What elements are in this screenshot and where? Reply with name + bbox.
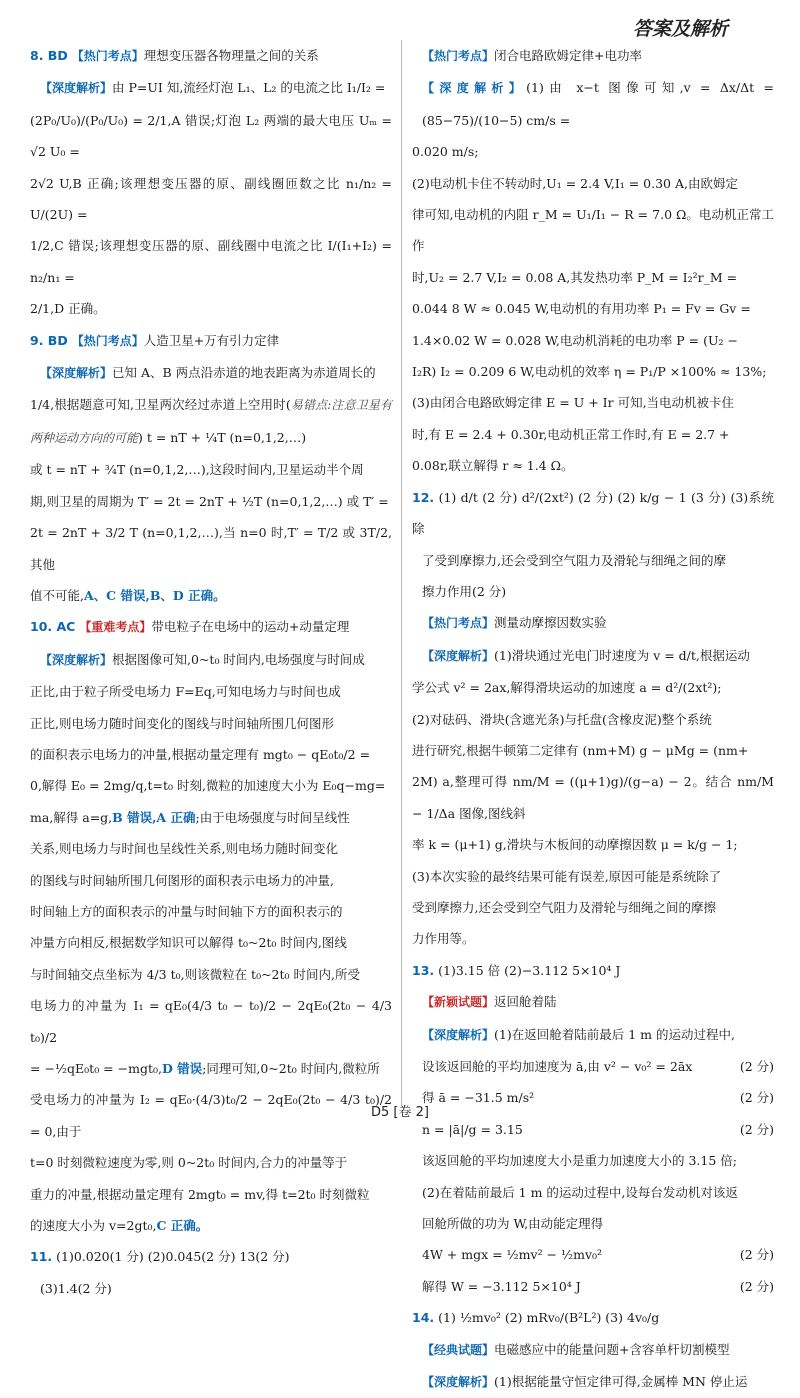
q11-topic: 闭合电路欧姆定律+电功率	[494, 48, 642, 63]
q9-line-4: 或 t = nT + ¾T (n=0,1,2,…),这段时间内,卫星运动半个周	[30, 462, 364, 478]
left-column	[30, 40, 392, 1296]
q10-analysis-tag: 【深度解析】	[40, 652, 113, 667]
q10-conclusion-ab: B 错误,A 正确	[112, 809, 196, 825]
q14-line-0: 【深度解析】(1)根据能量守恒定律可得,金属棒 MN 停止运	[422, 1374, 748, 1390]
q8-line-3: 1/2,C 错误;该理想变压器的原、副线圈中电流之比 I/(I₁+I₂) = n₂/n₁ =	[30, 238, 392, 285]
q9-number: 9. BD	[30, 332, 68, 348]
q8-line-0: 【深度解析】由 P=UI 知,流经灯泡 L₁、L₂ 的电流之比 I₁/I₂ =	[40, 80, 386, 96]
q11-analysis-tag: 【深度解析】	[422, 81, 527, 96]
q11-tag: 【热门考点】	[422, 49, 495, 63]
q9-conclusion: A、C 错误,B、D 正确。	[83, 587, 226, 603]
column-divider	[401, 40, 402, 1106]
q11-number: 11.	[30, 1249, 53, 1265]
q10-tag: 【重难考点】	[79, 620, 152, 635]
q13-line-1: 设该返回舱的平均加速度为 ā,由 v² − v₀² = 2āx (2 分)	[412, 1051, 774, 1082]
q11-answer-line-1: (3)1.4(2 分)	[40, 1280, 112, 1296]
q11-line-5: 0.044 8 W ≈ 0.045 W,电动机的有用功率 P₁ = Fv = Gv =	[412, 301, 751, 317]
q13-score-line-0: 得 ā = −31.5 m/s² (2 分)	[422, 1090, 774, 1106]
q8-line-1: (2P₀/U₀)/(P₀/U₀) = 2/1,A 错误;灯泡 L₂ 两端的最大电压 Uₘ = √2 U₀ =	[30, 112, 392, 160]
q12-line-2: (2)对砝码、滑块(含遮光条)与托盘(含橡皮泥)整个系统	[412, 711, 712, 727]
q12-line-7: 受到摩擦力,还会受到空气阻力及滑轮与细绳之间的摩擦	[412, 899, 716, 915]
q11-line-7: I₂R) I₂ = 0.209 6 W,电动机的效率 η = P₁/P ×100% ≈ 13%;	[412, 364, 767, 380]
q9-error-note: 易错点:注意卫星有两种运动方向的可能	[30, 398, 392, 445]
q11-line-6: 1.4×0.02 W = 0.028 W,电动机消耗的电功率 P = (U₂ −	[412, 332, 738, 348]
q13-analysis-tag: 【深度解析】	[422, 1027, 495, 1042]
q8-number: 8. BD	[30, 48, 68, 63]
q9-line-7: 值不可能,A、C 错误,B、D 正确。	[30, 587, 226, 603]
q10-line-1: 正比,由于粒子所受电场力 F=Eq,可知电场力与时间也成	[30, 684, 341, 700]
q10-line-2: 正比,则电场力随时间变化的图线与时间轴所围几何图形	[30, 715, 334, 731]
q8-heading	[30, 40, 392, 72]
q12-line-8: 力作用等。	[412, 931, 475, 947]
q10-line-17: 受电场力的冲量为 I₂ = qE₀·(4/3)t₀/2 − 2qE₀(2t₀ − 4/3 t₀)/2 = 0,由于	[30, 1092, 392, 1139]
q9-line-0: 【深度解析】已知 A、B 两点沿赤道的地表距离为赤道周长的	[40, 365, 376, 381]
q13-topic: 返回舱着陆	[494, 994, 557, 1010]
q13-line-0: 【深度解析】(1)在返回舱着陆前最后 1 m 的运动过程中,	[422, 1026, 735, 1042]
q9-analysis-tag: 【深度解析】	[40, 366, 113, 381]
q10-number: 10. AC	[30, 619, 76, 635]
q10-conclusion-d: D 错误	[161, 1061, 203, 1076]
q11-line-4: 时,U₂ = 2.7 V,I₂ = 0.08 A,其发热功率 P_M = I₂²r_M =	[412, 269, 738, 285]
q11-line-9: 时,有 E = 2.4 + 0.30r,电动机正常工作时,有 E = 2.7 +	[412, 426, 730, 442]
q10-line-9: 的图线与时间轴所围几何图形的面积表示电场力的冲量,	[30, 872, 334, 888]
q12-tag: 【热门考点】	[422, 616, 495, 631]
q8-line-4: 2/1,D 正确。	[30, 301, 106, 317]
q8-line-2: 2√2 U,B 正确;该理想变压器的原、副线圈匝数之比 n₁/n₂ = U/(2U) =	[30, 175, 392, 223]
q12-line-4: 2M) a,整理可得 nm/M = ((μ+1)g)/(g−a) − 2。结合 nm/M − 1/Δa 图像,图线斜	[412, 774, 774, 821]
q11-line-1: 0.020 m/s;	[412, 144, 479, 160]
q13-number: 13.	[412, 962, 435, 978]
q13-score-line-2: 4W + mgx = ½mv² − ½mv₀² (2 分)	[422, 1247, 774, 1263]
page-header-title: 答案及解析	[632, 18, 728, 40]
q13-middle-line-1: (2)在着陆前最后 1 m 的运动过程中,设每台发动机对该返	[422, 1184, 738, 1200]
q10-line-8: 关系,则电场力与时间也呈线性关系,则电场力随时间变化	[30, 841, 338, 857]
q12-topic-line	[412, 607, 774, 639]
q10-conclusion-c: C 正确。	[156, 1218, 209, 1234]
q10-heading	[30, 611, 392, 643]
q12-answer-line-1: 了受到摩擦力,还会受到空气阻力及滑轮与细绳之间的摩	[422, 552, 726, 568]
q14-topic-line	[412, 1334, 774, 1366]
q12-answer-line-0: 12. (1) d/t (2 分) d²/(2xt²) (2 分) (2) k/g − 1 (3 分) (3)系统除	[412, 489, 774, 537]
q10-topic: 带电粒子在电场中的运动+动量定理	[151, 619, 350, 635]
q10-line-5: ma,解得 a=g,B 错误,A 正确;由于电场强度与时间呈线性	[30, 809, 350, 825]
q9-line-6: 2t = 2nT + 3/2 T (n=0,1,2,…),当 n=0 时,T′ = T/2 或 3T/2,其他	[30, 525, 392, 572]
q13-score-line-1: n = |ā|/g = 3.15 (2 分)	[422, 1121, 774, 1137]
q13-middle-line-2: 回舱所做的功为 W,由动能定理得	[422, 1216, 604, 1232]
q11-line-0: 【深度解析】(1)由 x−t 图像可知,v = Δx/Δt = (85−75)/(10−5) cm/s =	[422, 80, 774, 128]
q12-line-6: (3)本次实验的最终结果可能有误差,原因可能是系统除了	[412, 868, 722, 884]
q9-line-1: 1/4,根据题意可知,卫星两次经过赤道上空用时(易错点:注意卫星有两种运动方向的可能) t = nT + ¼T (n=0,1,2,…)	[30, 397, 392, 445]
q10-line-20: 的速度大小为 v=2gt₀,C 正确。	[30, 1218, 209, 1234]
q10-line-3: 的面积表示电场力的冲量,根据动量定理有 mgt₀ − qE₀t₀/2 =	[30, 746, 371, 762]
q13-score-line-3: 解得 W = −3.112 5×10⁴ J (2 分)	[422, 1278, 774, 1294]
q14-tag: 【经典试题】	[422, 1342, 495, 1357]
q11-topic-line	[412, 40, 774, 72]
q9-topic: 人造卫星+万有引力定律	[143, 332, 280, 348]
q12-answer-line-2: 擦力作用(2 分)	[422, 583, 507, 599]
q10-line-12: 与时间轴交点坐标为 4/3 t₀,则该微粒在 t₀~2t₀ 时间内,所受	[30, 966, 360, 982]
q12-line-3: 进行研究,根据牛顿第二定律有 (nm+M) g − μMg = (nm+	[412, 742, 749, 758]
q11-line-8: (3)由闭合电路欧姆定律 E = U + Ir 可知,当电动机被卡住	[412, 395, 735, 411]
q8-tag: 【热门考点】	[71, 49, 144, 63]
q12-line-5: 率 k = (μ+1) g,滑块与木板间的动摩擦因数 μ = k/g − 1;	[412, 837, 738, 853]
q10-line-13: 电场力的冲量为 I₁ = qE₀(4/3 t₀ − t₀)/2 − 2qE₀(2t₀ − 4/3 t₀)/2	[30, 998, 392, 1045]
q13-tag: 【新颖试题】	[422, 995, 495, 1010]
q11-line-10: 0.08r,联立解得 r ≈ 1.4 Ω。	[412, 458, 574, 474]
q12-line-1: 学公式 v² = 2ax,解得滑块运动的加速度 a = d²/(2xt²);	[412, 680, 722, 696]
q9-tag: 【热门考点】	[71, 333, 144, 348]
q10-line-11: 冲量方向相反,根据数学知识可以解得 t₀~2t₀ 时间内,图线	[30, 935, 347, 951]
q12-analysis-tag: 【深度解析】	[422, 648, 495, 663]
q10-line-18: t=0 时刻微粒速度为零,则 0~2t₀ 时间内,合力的冲量等于	[30, 1155, 348, 1171]
q14-analysis-tag: 【深度解析】	[422, 1375, 495, 1390]
q10-line-0: 【深度解析】根据图像可知,0~t₀ 时间内,电场强度与时间成	[40, 651, 365, 667]
q9-heading	[30, 325, 392, 357]
q13-answer-line: 13. (1)3.15 倍 (2)−3.112 5×10⁴ J	[412, 962, 621, 978]
q14-answer-line: 14. (1) ½mv₀² (2) mRv₀/(B²L²) (3) 4v₀/g	[412, 1310, 660, 1326]
q8-topic: 理想变压器各物理量之间的关系	[143, 48, 319, 63]
q12-number: 12.	[412, 489, 435, 505]
q10-line-19: 重力的冲量,根据动量定理有 2mgt₀ = mv,得 t=2t₀ 时刻微粒	[30, 1186, 370, 1202]
q13-topic-line	[412, 986, 774, 1018]
q9-line-5: 期,则卫星的周期为 T′ = 2t = 2nT + ½T (n=0,1,2,…) 或 T′ =	[30, 493, 389, 509]
q10-line-14: = −½qE₀t₀ = −mgt₀,D 错误;同理可知,0~2t₀ 时间内,微粒所	[30, 1061, 380, 1076]
right-column	[412, 40, 774, 1390]
q8-analysis-tag: 【深度解析】	[40, 81, 113, 96]
q11-answer-line-0: 11. (1)0.020(1 分) (2)0.045(2 分) 13(2 分)	[30, 1249, 290, 1265]
page-footer: D5 [卷 2]	[371, 1105, 429, 1120]
q11-line-2: (2)电动机卡住不转动时,U₁ = 2.4 V,I₁ = 0.30 A,由欧姆定	[412, 175, 738, 191]
q14-number: 14.	[412, 1310, 435, 1326]
q12-line-0: 【深度解析】(1)滑块通过光电门时速度为 v = d/t,根据运动	[422, 647, 750, 663]
q13-score-0: (2 分)	[739, 1059, 774, 1074]
q14-topic: 电磁感应中的能量问题+含容单杆切割模型	[494, 1341, 730, 1357]
q10-line-10: 时间轴上方的面积表示的冲量与时间轴下方的面积表示的	[30, 903, 343, 919]
q10-line-4: 0,解得 E₀ = 2mg/q,t=t₀ 时刻,微粒的加速度大小为 E₀q−mg=	[30, 778, 386, 794]
q11-line-3: 律可知,电动机的内阻 r_M = U₁/I₁ − R = 7.0 Ω。电动机正常工作	[412, 207, 774, 254]
q12-topic: 测量动摩擦因数实验	[494, 615, 607, 631]
q13-middle-line-0: 该返回舱的平均加速度大小是重力加速度大小的 3.15 倍;	[422, 1153, 737, 1169]
